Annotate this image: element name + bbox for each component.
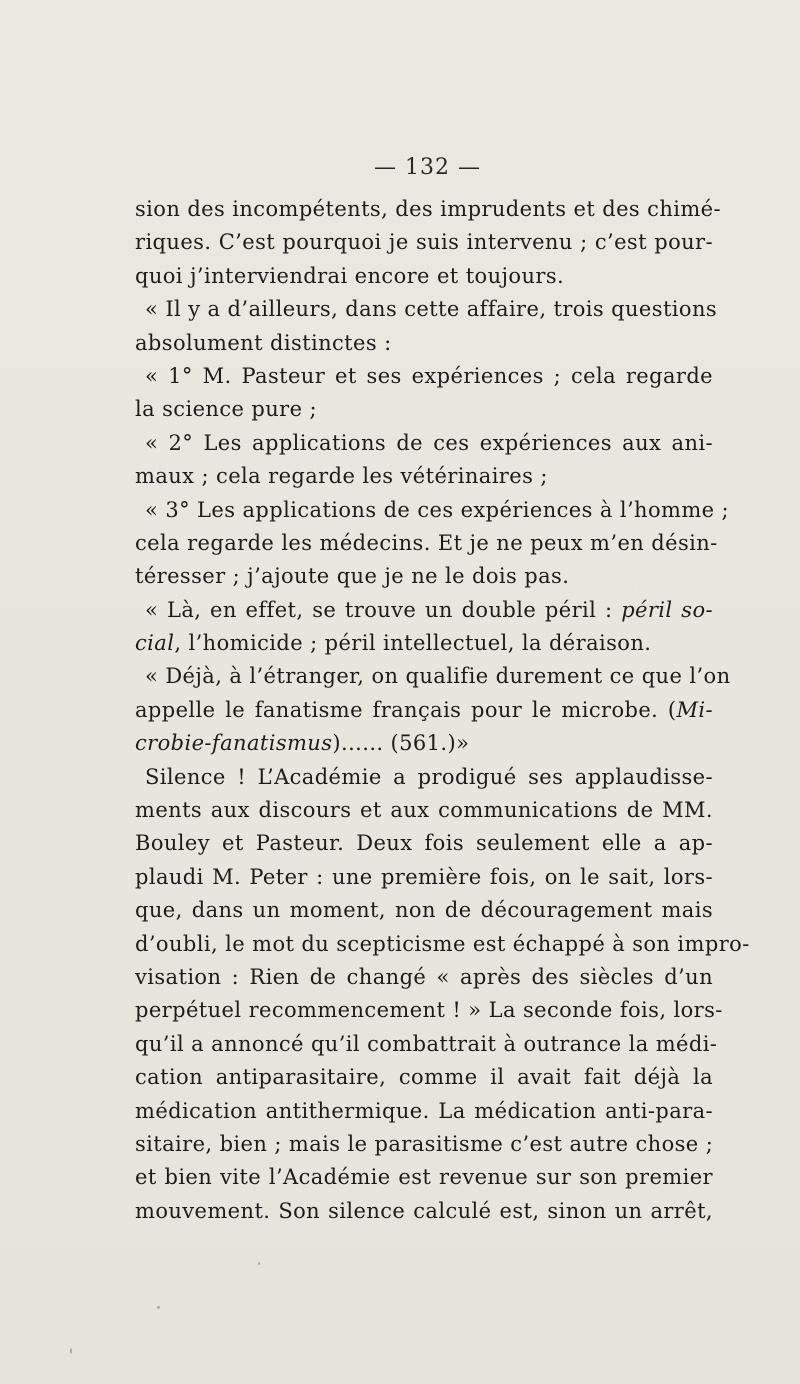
text-segment: appelle le fanatisme français pour le microbe. ( — [135, 697, 677, 722]
text-line: sion des incompétents, des imprudents et des chimé- — [135, 197, 721, 221]
text-line: absolument distinctes : — [135, 330, 392, 355]
text-line: perpétuel recommencement ! » La seconde fois, lors- — [135, 998, 723, 1023]
text-line: « 2° Les applications de ces expériences aux ani- — [145, 430, 713, 455]
text-line: plaudi M. Peter : une première fois, on le sait, lors- — [135, 864, 713, 889]
page-number: — 132 — — [374, 155, 481, 180]
text-line: « 3° Les applications de ces expériences à l’homme ; — [145, 497, 730, 522]
paper-speck — [258, 1262, 260, 1265]
body-text — [135, 193, 750, 1228]
text-line: sitaire, bien ; mais le parasitisme c’est autre chose ; — [135, 1131, 714, 1156]
text-line: médication antithermique. La médication anti-para- — [135, 1098, 713, 1123]
italic-segment: cial — [135, 631, 175, 656]
text-line: la science pure ; — [135, 397, 317, 422]
text-line: visation : Rien de changé « après des siècles d’un — [135, 964, 713, 989]
text-line: « 1° M. Pasteur et ses expériences ; cela regarde — [145, 363, 713, 388]
text-line: qu’il a annoncé qu’il combattrait à outrance la médi- — [135, 1031, 718, 1056]
text-line: quoi j’interviendrai encore et toujours. — [135, 263, 565, 288]
text-line — [135, 694, 713, 727]
text-line: et bien vite l’Académie est revenue sur son premier — [135, 1165, 713, 1190]
text-line — [135, 627, 713, 660]
italic-segment: Mi- — [676, 697, 713, 722]
text-line: cation antiparasitaire, comme il avait fait déjà la — [135, 1065, 713, 1090]
text-line: Bouley et Pasteur. Deux fois seulement elle a ap- — [135, 831, 713, 856]
text-line: cela regarde les médecins. Et je ne peux m’en désin- — [135, 530, 718, 555]
text-line: « Déjà, à l’étranger, on qualifie durement ce que l’on — [145, 664, 731, 689]
text-segment: )...... (561.)» — [332, 731, 470, 756]
text-line: riques. C’est pourquoi je suis intervenu ; c’est pour- — [135, 230, 713, 255]
text-line: d’oubli, le mot du scepticisme est échappé à son impro- — [135, 931, 750, 956]
text-line: que, dans un moment, non de découragement mais — [135, 898, 713, 923]
text-line: Silence ! L’Académie a prodigué ses applaudisse- — [145, 764, 713, 789]
text-line — [135, 727, 713, 760]
italic-segment: péril so- — [621, 597, 713, 622]
text-line: « Il y a d’ailleurs, dans cette affaire, trois questions — [145, 297, 718, 322]
paper-speck — [157, 1306, 160, 1309]
text-line: téresser ; j’ajoute que je ne le dois pas. — [135, 564, 570, 589]
text-segment: « Là, en effet, se trouve un double péril : — [145, 597, 622, 622]
text-line: mouvement. Son silence calculé est, sinon un arrêt, — [135, 1198, 713, 1223]
text-line — [135, 594, 713, 627]
paper-speck — [70, 1348, 72, 1354]
italic-segment: crobie-fanatismus — [135, 731, 333, 756]
text-segment: , l’homicide ; péril intellectuel, la déraison. — [174, 631, 652, 656]
text-line: ments aux discours et aux communications de MM. — [135, 798, 713, 823]
text-line: maux ; cela regarde les vétérinaires ; — [135, 464, 548, 489]
